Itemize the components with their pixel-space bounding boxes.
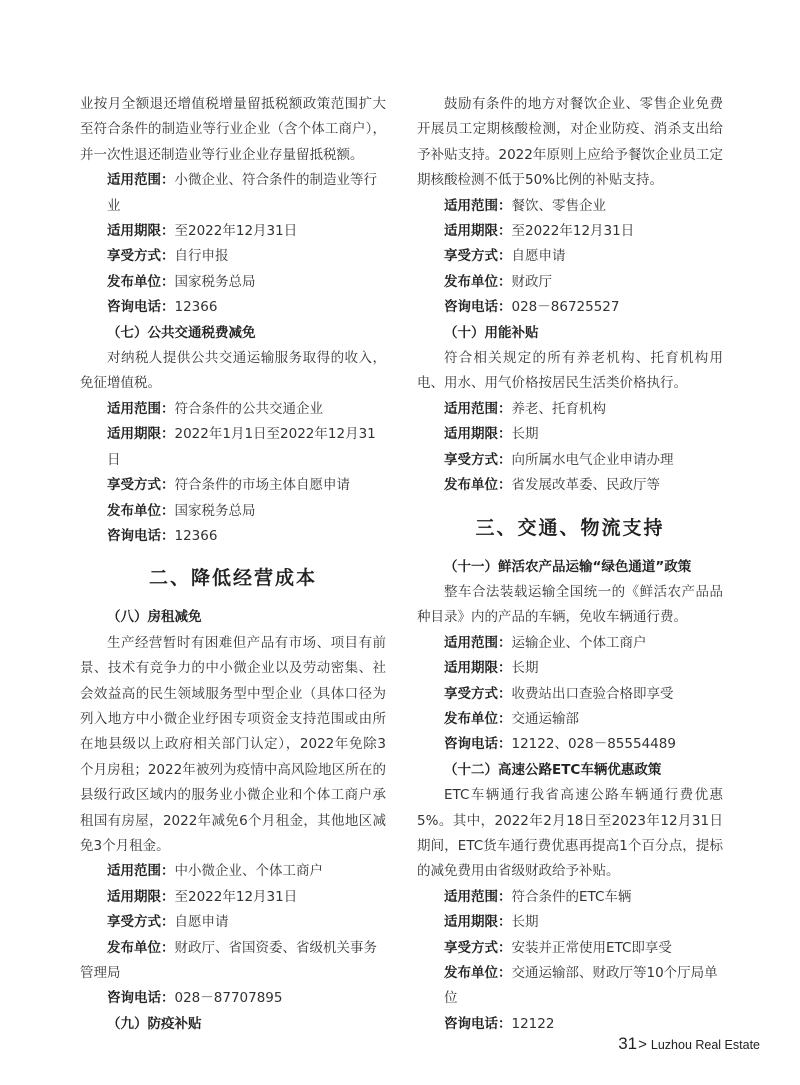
item-8-heading: （八）房租减免 <box>107 609 202 626</box>
field-phone: 咨询电话：028－86725527 <box>444 299 620 316</box>
right-intro-paragraph: 鼓励有条件的地方对餐饮企业、零售企业免费开展员工定期核酸检测，对企业防疫、消杀支出给予补贴支持。2022年原则上应给予餐饮企业员工定期核酸检测不低于50%比例的补贴支持。 <box>417 96 723 189</box>
item-10-heading: （十）用能补贴 <box>444 324 539 341</box>
item-7-heading: （七）公共交通税费减免 <box>107 324 256 341</box>
page-number: 31 <box>618 1034 638 1053</box>
left-intro-paragraph: 业按月全额退还增值税增量留抵税额政策范围扩大至符合条件的制造业等行业企业（含个体工商户），并一次性退还制造业等行业企业存量留抵税额。 <box>80 96 386 163</box>
item-11-body: 整车合法装载运输全国统一的《鲜活农产品品种目录》内的产品的车辆，免收车辆通行费。 <box>417 583 723 626</box>
field-issuer: 发布单位：国家税务总局 <box>107 502 256 519</box>
field-issuer: 发布单位：财政厅、省国资委、省级机关事务管理局 <box>80 939 377 981</box>
section-heading-2: 二、降低经营成本 <box>148 567 317 590</box>
item-12-body: ETC车辆通行我省高速公路车辆通行费优惠5%。其中，2022年2月18日至2023年12月31日期间，ETC货车通行费优惠再提高1个百分点，提标的减免费用由省级财政给予补贴。 <box>417 787 723 880</box>
field-scope: 适用范围：小微企业、符合条件的制造业等行业 <box>107 172 377 214</box>
right-column <box>417 92 723 1037</box>
field-period: 适用期限：至2022年12月31日 <box>107 888 298 905</box>
field-issuer: 发布单位：国家税务总局 <box>107 273 256 290</box>
item-8-body: 生产经营暂时有困难但产品有市场、项目有前景、技术有竞争力的中小微企业以及劳动密集、社会效益高的民生领域服务型中型企业（具体口径为列入地方中小微企业纾困专项资金支持范围或由所在地县级以上政府相关部门认定），2022年免除3个月房租；2022年被列为疫情中高风险地区所在的县级行政区域内的服务业小微企业和个体工商户承租国有房屋，2022年减免6个月租金，其他地区减免3个月租金。 <box>80 634 386 854</box>
left-intro-fields <box>80 168 386 320</box>
field-period: 适用期限：2022年1月1日至2022年12月31日 <box>107 426 376 468</box>
field-scope: 适用范围：运输企业、个体工商户 <box>444 634 647 651</box>
item-11-heading: （十一）鲜活农产品运输“绿色通道”政策 <box>444 558 692 575</box>
field-scope: 适用范围：养老、托育机构 <box>444 400 606 417</box>
field-period: 适用期限：长期 <box>444 426 539 443</box>
field-phone: 咨询电话：12122、028－85554489 <box>444 736 676 753</box>
field-scope: 适用范围：符合条件的公共交通企业 <box>107 400 323 417</box>
field-period: 适用期限：长期 <box>444 914 539 931</box>
field-method: 享受方式：自行申报 <box>107 248 229 265</box>
field-scope: 适用范围：中小微企业、个体工商户 <box>107 863 323 880</box>
field-method: 享受方式：安装并正常使用ETC即享受 <box>444 939 672 956</box>
left-column <box>80 92 386 1037</box>
page-footer <box>618 1034 760 1054</box>
field-period: 适用期限：长期 <box>444 660 539 677</box>
field-method: 享受方式：符合条件的市场主体自愿申请 <box>107 477 350 494</box>
item-12-heading: （十二）高速公路ETC车辆优惠政策 <box>444 761 662 778</box>
field-period: 适用期限：至2022年12月31日 <box>107 223 298 240</box>
section-heading-3: 三、交通、物流支持 <box>475 516 665 539</box>
item-9-heading: （九）防疫补贴 <box>107 1015 202 1032</box>
field-issuer: 发布单位：省发展改革委、民政厅等 <box>444 477 660 494</box>
field-period: 适用期限：至2022年12月31日 <box>444 223 635 240</box>
field-phone: 咨询电话：12122 <box>444 1015 555 1032</box>
footer-arrow: > <box>638 1036 647 1053</box>
field-method: 享受方式：自愿申请 <box>444 248 566 265</box>
field-phone: 咨询电话：028－87707895 <box>107 990 283 1007</box>
field-scope: 适用范围：餐饮、零售企业 <box>444 197 606 214</box>
field-issuer: 发布单位：交通运输部、财政厅等10个厅局单位 <box>444 965 718 1007</box>
field-scope: 适用范围：符合条件的ETC车辆 <box>444 888 632 905</box>
field-method: 享受方式：向所属水电气企业申请办理 <box>444 451 674 468</box>
field-issuer: 发布单位：交通运输部 <box>444 710 579 727</box>
field-issuer: 发布单位：财政厅 <box>444 273 552 290</box>
field-method: 享受方式：自愿申请 <box>107 914 229 931</box>
field-method: 享受方式：收费站出口查验合格即享受 <box>444 685 674 702</box>
field-phone: 咨询电话：12366 <box>107 299 218 316</box>
item-10-body: 符合相关规定的所有养老机构、托育机构用电、用水、用气价格按居民生活类价格执行。 <box>417 350 723 392</box>
magazine-name: Luzhou Real Estate <box>650 1038 760 1052</box>
field-phone: 咨询电话：12366 <box>107 527 218 544</box>
item-7-body: 对纳税人提供公共交通运输服务取得的收入，免征增值税。 <box>80 350 386 392</box>
